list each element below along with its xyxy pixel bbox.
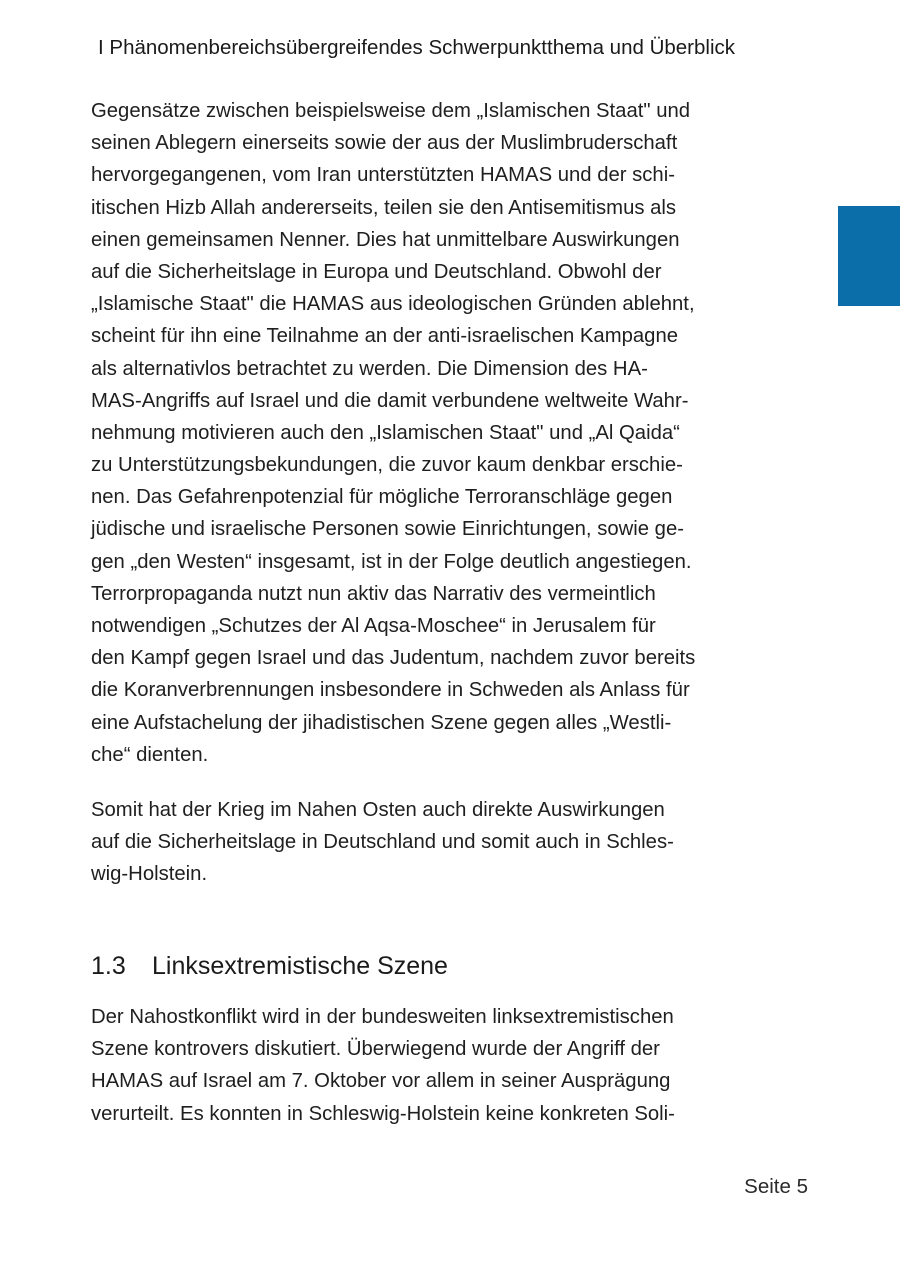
text-line: als alternativlos betrachtet zu werden. Die Dimension des HA- xyxy=(91,357,648,380)
text-line: die Koranverbrennungen insbesondere in Schweden als Anlass für xyxy=(91,679,690,702)
text-line: auf die Sicherheitslage in Deutschland und somit auch in Schles- xyxy=(91,831,674,854)
text-line: Der Nahostkonflikt wird in der bundesweiten linksextremistischen xyxy=(91,1006,674,1028)
text-line: scheint für ihn eine Teilnahme an der anti-israelischen Kampagne xyxy=(91,325,679,348)
page-number: Seite 5 xyxy=(744,1175,808,1198)
text-line: HAMAS auf Israel am 7. Oktober vor allem in seiner Ausprägung xyxy=(91,1070,671,1093)
text-line: Terrorpropaganda nutzt nun aktiv das Narrativ des vermeintlich xyxy=(91,582,656,605)
section-title: Linksextremistische Szene xyxy=(152,952,448,980)
text-line: gen „den Westen“ insgesamt, ist in der Folge deutlich angestiegen. xyxy=(91,550,692,573)
body-paragraph-3 xyxy=(91,1001,771,1130)
text-line: notwendigen „Schutzes der Al Aqsa-Moschee“ in Jerusalem für xyxy=(91,615,656,637)
text-line: verurteilt. Es konnten in Schleswig-Holstein keine konkreten Soli- xyxy=(91,1102,675,1125)
text-line: seinen Ablegern einerseits sowie der aus der Muslimbruderschaft xyxy=(91,132,678,155)
text-line: Somit hat der Krieg im Nahen Osten auch direkte Auswirkungen xyxy=(91,799,665,821)
text-line: Gegensätze zwischen beispielsweise dem „Islamischen Staat" und xyxy=(91,100,691,122)
section-heading xyxy=(91,948,448,984)
section-number: 1.3 xyxy=(91,952,126,980)
chapter-marker-tab xyxy=(838,206,900,306)
text-line: auf die Sicherheitslage in Europa und Deutschland. Obwohl der xyxy=(91,260,662,283)
text-line: MAS-Angriffs auf Israel und die damit verbundene weltweite Wahr- xyxy=(91,389,689,412)
body-paragraph-1 xyxy=(91,95,771,771)
text-line: che“ dienten. xyxy=(91,743,209,766)
text-line: itischen Hizb Allah andererseits, teilen sie den Antisemitismus als xyxy=(91,196,677,219)
text-line: Szene kontrovers diskutiert. Überwiegend wurde der Angriff der xyxy=(91,1038,660,1061)
text-line: jüdische und israelische Personen sowie Einrichtungen, sowie ge- xyxy=(91,518,684,541)
running-header: I Phänomenbereichsübergreifendes Schwerpunktthema und Überblick xyxy=(98,36,736,59)
text-line: nehmung motivieren auch den „Islamischen Staat" und „Al Qaida“ xyxy=(91,421,680,444)
text-line: den Kampf gegen Israel und das Judentum, nachdem zuvor bereits xyxy=(91,647,696,670)
text-line: zu Unterstützungsbekundungen, die zuvor kaum denkbar erschie- xyxy=(91,454,683,477)
text-line: hervorgegangenen, vom Iran unterstützten HAMAS und der schi- xyxy=(91,164,675,187)
text-line: eine Aufstachelung der jihadistischen Szene gegen alles „Westli- xyxy=(91,711,672,734)
text-line: einen gemeinsamen Nenner. Dies hat unmittelbare Auswirkungen xyxy=(91,228,680,251)
text-line: wig-Holstein. xyxy=(91,863,208,886)
text-line: nen. Das Gefahrenpotenzial für mögliche Terroranschläge gegen xyxy=(91,486,673,509)
body-paragraph-2 xyxy=(91,794,771,891)
text-line: „Islamische Staat" die HAMAS aus ideologischen Gründen ablehnt, xyxy=(91,293,695,316)
